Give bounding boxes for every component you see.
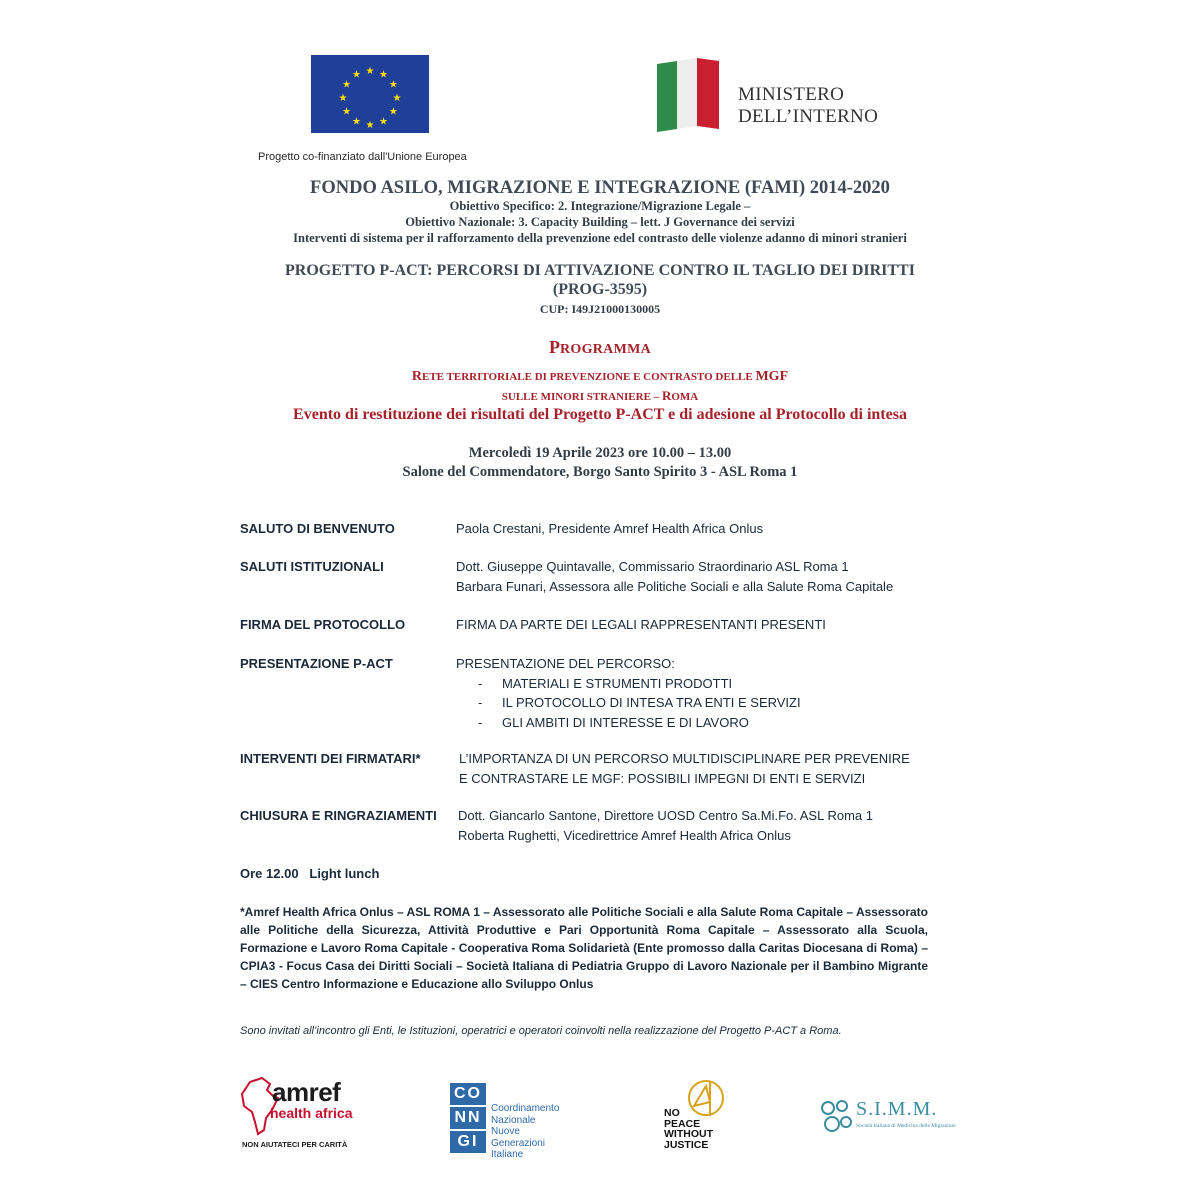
event-description: Evento di restituzione dei risultati del Progetto P-ACT e di adesione al Protocollo di intesa	[293, 406, 907, 423]
ministry-line-2: DELL’INTERNO	[738, 106, 879, 127]
signatories-label: INTERVENTI DEI FIRMATARI*	[240, 751, 421, 766]
institutional-speaker-2: Barbara Funari, Assessora alle Politiche Sociali e alla Salute Roma Capitale	[456, 578, 894, 594]
network-title-line-2	[0, 388, 1200, 404]
institutional-label: SALUTI ISTITUZIONALI	[240, 559, 384, 574]
svg-text:★: ★	[342, 106, 352, 118]
signature-label: FIRMA DEL PROTOCOLLO	[240, 617, 406, 632]
rete-mgf: MGF	[755, 369, 789, 384]
closing-label: CHIUSURA E RINGRAZIAMENTI	[240, 808, 437, 823]
eu-cofinanced-caption: Progetto co-finanziato dall'Unione Europea	[258, 151, 467, 163]
svg-text:★: ★	[365, 66, 375, 77]
programma-title	[0, 337, 1200, 358]
programma-initial: P	[548, 337, 560, 357]
svg-text:★: ★	[365, 120, 375, 131]
signatories-value	[459, 749, 910, 788]
objective-national: Obiettivo Nazionale: 3. Capacity Building – lett. J Governance dei servizi	[405, 215, 795, 229]
npwj-line: JUSTICE	[664, 1138, 709, 1151]
svg-text:★: ★	[392, 93, 402, 104]
ministry-name	[738, 84, 878, 128]
conngi-text-line: Nazionale	[491, 1114, 536, 1126]
amref-tagline: NON AIUTATECI PER CARITÀ	[242, 1140, 348, 1149]
conngi-text-line: Coordinamento	[491, 1103, 560, 1114]
ministry-line-1: MINISTERO	[738, 84, 845, 105]
signature-value: FIRMA DA PARTE DEI LEGALI RAPPRESENTANTI PRESENTI	[456, 617, 826, 632]
network-title-line-1	[0, 369, 1200, 385]
amref-logo-sub: health africa	[270, 1105, 353, 1121]
interventions-line: Interventi di sistema per il rafforzamento della prevenzione edel contrasto delle violenze adanno di minori stranieri	[293, 231, 907, 245]
conngi-block: GI	[450, 1131, 486, 1153]
event-date: Mercoledì 19 Aprile 2023 ore 10.00 – 13.00	[468, 445, 732, 461]
presentation-item-text: IL PROTOCOLLO DI INTESA TRA ENTI E SERVIZI	[502, 695, 801, 710]
conngi-text-line: Generazioni	[491, 1137, 545, 1149]
fami-title: FONDO ASILO, MIGRAZIONE E INTEGRAZIONE (FAMI) 2014-2020	[310, 178, 890, 198]
conngi-logo-text	[491, 1103, 559, 1161]
presentation-label: PRESENTAZIONE P-ACT	[240, 656, 393, 671]
signatories-line-2: E CONTRASTARE LE MGF: POSSIBILI IMPEGNI DI ENTI E SERVIZI	[459, 770, 866, 786]
npwj-line: WITHOUT	[664, 1128, 713, 1140]
signatories-footnote: *Amref Health Africa Onlus – ASL ROMA 1 – Assessorato alle Politiche Sociali e alla Salute Roma Capitale – Assessorato alle Politiche della Sicurezza, Attività Produttive e Pari Opportunità Roma Capitale – Assessorato alla Scuola, Formazione e Lavoro Roma Capitale - Cooperativa Roma Solidarietà (Ente promosso dalla Caritas Diocesana di Roma) – CPIA3 - Focus Casa dei Diritti Sociali – Società Italiana di Pediatria Gruppo di Lavoro Nazionale per il Bambino Migrante – CIES Centro Informazione e Educazione allo Sviluppo Onlus	[240, 905, 928, 991]
npwj-line: NO	[664, 1107, 680, 1119]
eu-stars-icon	[311, 55, 429, 133]
amref-logo-word: amref	[272, 1077, 341, 1107]
presentation-item: - IL PROTOCOLLO DI INTESA TRA ENTI E SERVIZI	[478, 695, 801, 710]
presentation-item: - MATERIALI E STRUMENTI PRODOTTI	[478, 675, 733, 691]
svg-text:★: ★	[388, 106, 398, 118]
rete-initial: R	[411, 369, 422, 384]
welcome-value: Paola Crestani, Presidente Amref Health Africa Onlus	[456, 521, 764, 536]
simm-logo-sub: Società Italiana di Medicina delle Migrazioni	[856, 1123, 956, 1129]
institutional-speaker-1: Dott. Giuseppe Quintavalle, Commissario Straordinario ASL Roma 1	[456, 559, 849, 574]
programma-rest: ROGRAMMA	[559, 342, 652, 357]
project-title	[0, 261, 1200, 299]
closing-value	[458, 806, 873, 845]
presentation-heading: PRESENTAZIONE DEL PERCORSO:	[456, 656, 675, 671]
eu-flag-logo	[311, 55, 429, 133]
npwj-line: PEACE	[664, 1117, 701, 1130]
rete-roma-initial: R	[661, 388, 672, 403]
cup-code: CUP: I49J21000130005	[539, 302, 661, 316]
welcome-label: SALUTO DI BENVENUTO	[240, 521, 395, 536]
objective-specific: Obiettivo Specifico: 2. Integrazione/Migrazione Legale –	[449, 199, 751, 213]
simm-logo-name: S.I.M.M.	[856, 1098, 938, 1120]
event-venue: Salone del Commendatore, Borgo Santo Spirito 3 - ASL Roma 1	[402, 464, 798, 480]
svg-text:★: ★	[342, 79, 352, 91]
project-code: (PROG-3595)	[552, 281, 648, 298]
presentation-item: - GLI AMBITI DI INTERESSE E DI LAVORO	[478, 714, 749, 730]
svg-text:★: ★	[379, 116, 388, 128]
svg-text:★: ★	[379, 69, 388, 81]
svg-text:★: ★	[388, 79, 398, 91]
rete-roma-rest: OMA	[671, 391, 699, 403]
conngi-logo-grid	[450, 1083, 486, 1153]
conngi-block: CO	[450, 1083, 486, 1105]
project-title-line-1: PROGETTO P-ACT: PERCORSI DI ATTIVAZIONE CONTRO IL TAGLIO DEI DIRITTI	[285, 262, 915, 279]
svg-text:★: ★	[352, 116, 361, 128]
ministry-flag-logo	[657, 58, 719, 132]
simm-emblem-icon	[818, 1096, 854, 1138]
institutional-value	[456, 557, 893, 596]
presentation-item-text: MATERIALI E STRUMENTI PRODOTTI	[502, 675, 733, 691]
signatories-line-1: L’IMPORTANZA DI UN PERCORSO MULTIDISCIPLINARE PER PREVENIRE	[459, 751, 910, 766]
svg-text:★: ★	[352, 69, 361, 81]
closing-speaker-2: Roberta Rughetti, Vicedirettrice Amref Health Africa Onlus	[458, 827, 791, 843]
rete-rest: ETE TERRITORIALE DI PREVENZIONE E CONTRASTO DELLE	[422, 371, 756, 383]
presentation-value	[456, 654, 801, 732]
conngi-block: NN	[450, 1107, 486, 1129]
closing-speaker-1: Dott. Giancarlo Santone, Direttore UOSD Centro Sa.Mi.Fo. ASL Roma 1	[458, 808, 873, 823]
svg-text:★: ★	[338, 93, 348, 104]
invitation-note: Sono invitati all’incontro gli Enti, le Istituzioni, operatrici e operatori coinvolti nella realizzazione del Progetto P-ACT a Roma.	[240, 1025, 842, 1037]
presentation-item-text: GLI AMBITI DI INTERESSE E DI LAVORO	[502, 714, 749, 730]
npwj-logo-text	[664, 1108, 713, 1150]
rete-line2-start: SULLE MINORI STRANIERE –	[501, 391, 662, 403]
conngi-text-line: Nuove	[491, 1126, 520, 1137]
lunch-line: Ore 12.00 Light lunch	[240, 866, 380, 881]
conngi-text-line: Italiane	[491, 1149, 524, 1160]
